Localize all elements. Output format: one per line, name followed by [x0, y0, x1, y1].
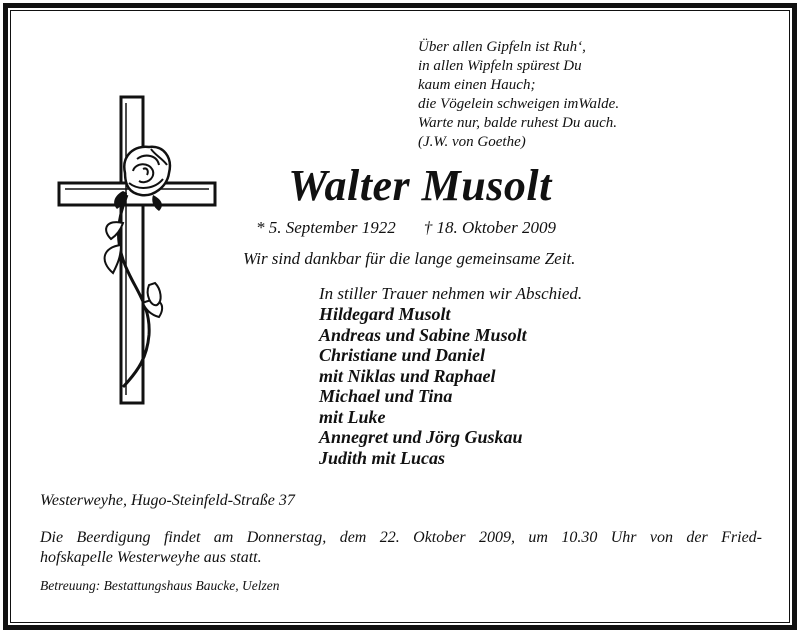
deceased-name: Walter Musolt: [288, 161, 552, 210]
mourner-name: Hildegard Musolt: [319, 304, 451, 324]
poem-line: Über allen Gipfeln ist Ruh‘,: [418, 39, 586, 55]
mourner-name: mit Luke: [319, 406, 386, 427]
mourner-name: Judith mit Lucas: [319, 447, 446, 468]
thanks-line: Wir sind dankbar für die lange gemeinsame Zeit.: [243, 249, 576, 268]
poem-line: Warte nur, balde ruhest Du auch.: [418, 115, 618, 131]
birth-date: * 5. September 1922: [256, 218, 396, 237]
cross-with-rose-icon: [55, 95, 220, 405]
funeral-home: Betreuung: Bestattungshaus Baucke, Uelzen: [40, 578, 280, 593]
poem-line: kaum einen Hauch;: [418, 77, 536, 93]
mourner-name: Michael und Tina: [319, 386, 453, 406]
life-dates: [256, 218, 556, 238]
funeral-notice: [40, 528, 762, 568]
address: Westerweyhe, Hugo-Steinfeld-Straße 37: [40, 492, 295, 509]
poem-author: (J.W. von Goethe): [418, 134, 526, 150]
mourners-intro: In stiller Trauer nehmen wir Abschied.: [319, 284, 583, 303]
mourner-name: Andreas und Sabine Musolt: [319, 324, 527, 345]
mourners-block: [319, 284, 582, 468]
mourner-name: Annegret und Jörg Guskau: [319, 427, 523, 447]
mourner-name: mit Niklas und Raphael: [319, 365, 496, 386]
poem: [418, 38, 619, 152]
funeral-line: Die Beerdigung findet am Donnerstag, dem 22. Oktober 2009, um 10.30 Uhr von der Fried-: [40, 529, 762, 546]
mourner-name: Christiane und Daniel: [319, 345, 486, 365]
funeral-line: hofskapelle Westerweyhe aus statt.: [40, 549, 262, 566]
death-date: † 18. Oktober 2009: [423, 218, 556, 237]
poem-line: die Vögelein schweigen imWalde.: [418, 96, 620, 112]
poem-line: in allen Wipfeln spürest Du: [418, 58, 582, 74]
